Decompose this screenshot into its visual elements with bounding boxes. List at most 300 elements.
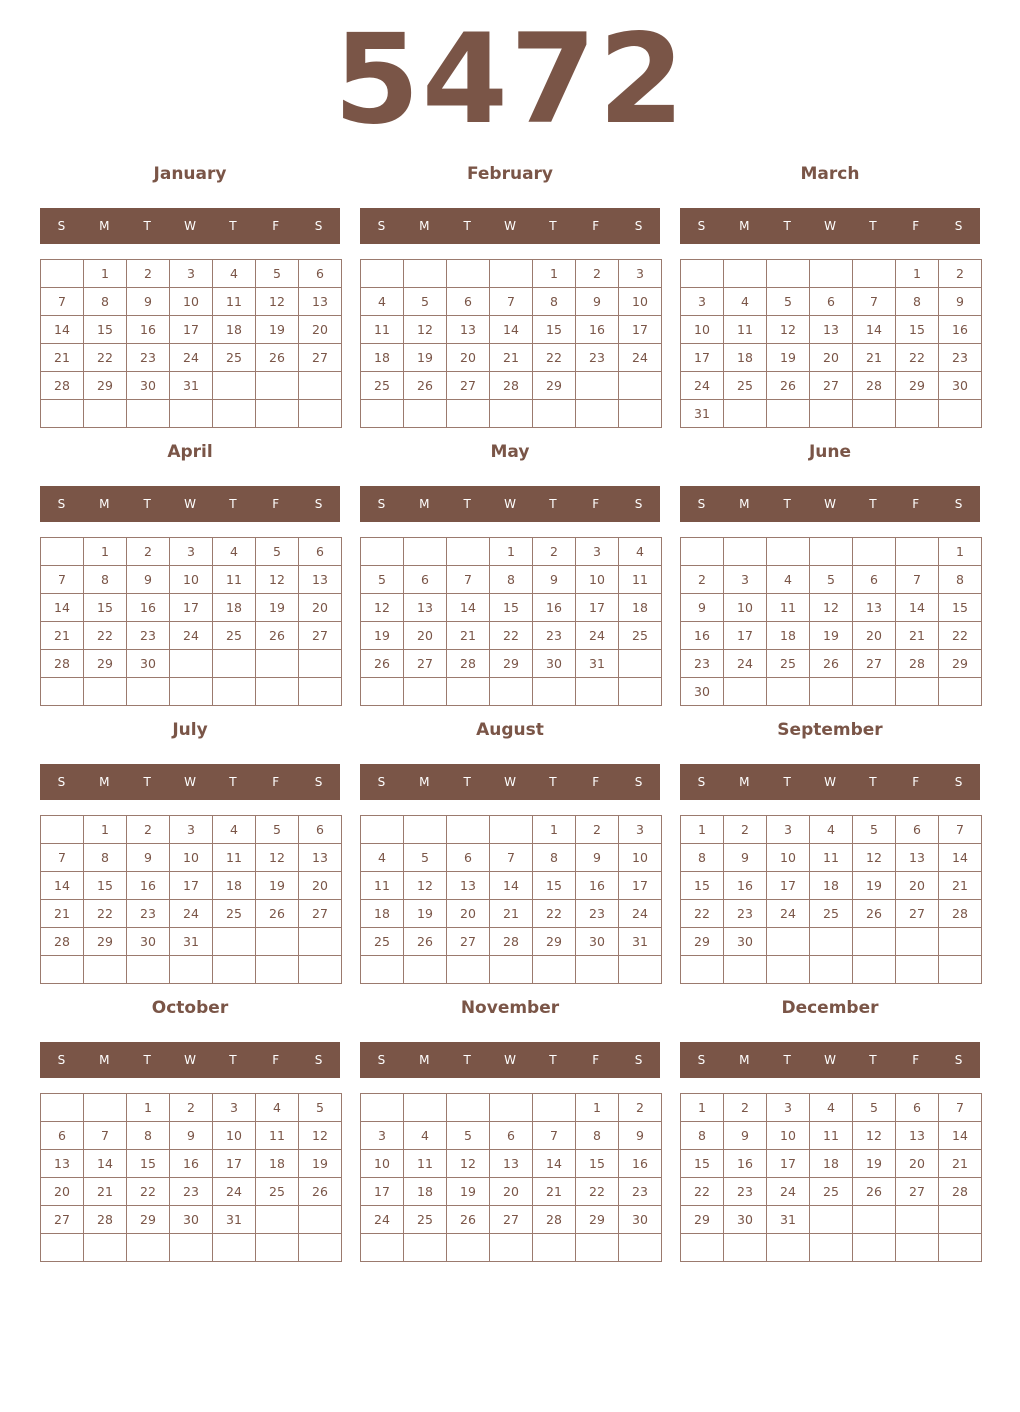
- day-cell: 25: [404, 1206, 447, 1234]
- day-cell: 6: [810, 288, 853, 316]
- day-cell: 16: [724, 1150, 767, 1178]
- day-cell: 29: [896, 372, 939, 400]
- day-cell: 18: [213, 316, 256, 344]
- day-cell: 18: [619, 594, 662, 622]
- empty-cell: [896, 928, 939, 956]
- weekday-header: [360, 486, 660, 522]
- empty-cell: [767, 956, 810, 984]
- day-cell: 7: [896, 566, 939, 594]
- day-cell: 13: [299, 844, 342, 872]
- weekday-label: W: [184, 219, 196, 233]
- day-cell: 19: [853, 872, 896, 900]
- day-cell: 6: [447, 844, 490, 872]
- day-cell: 6: [896, 1094, 939, 1122]
- day-cell: 19: [256, 872, 299, 900]
- day-cell: 5: [361, 566, 404, 594]
- day-cell: 16: [533, 594, 576, 622]
- empty-cell: [404, 538, 447, 566]
- weekday-label: T: [549, 775, 557, 789]
- day-cell: 20: [447, 900, 490, 928]
- day-cell: 8: [576, 1122, 619, 1150]
- day-cell: 9: [127, 566, 170, 594]
- day-cell: 5: [299, 1094, 342, 1122]
- empty-cell: [299, 956, 342, 984]
- day-grid: [40, 1093, 342, 1262]
- day-cell: 16: [127, 594, 170, 622]
- weekday-label: S: [377, 775, 386, 789]
- day-cell: 17: [681, 344, 724, 372]
- day-cell: 5: [810, 566, 853, 594]
- day-cell: 24: [681, 372, 724, 400]
- day-cell: 23: [127, 622, 170, 650]
- day-cell: 27: [299, 344, 342, 372]
- empty-cell: [724, 956, 767, 984]
- day-grid: [360, 1093, 662, 1262]
- day-cell: 27: [810, 372, 853, 400]
- day-cell: 5: [767, 288, 810, 316]
- weekday-label: W: [504, 775, 516, 789]
- day-cell: 31: [681, 400, 724, 428]
- empty-cell: [170, 678, 213, 706]
- day-cell: 4: [213, 538, 256, 566]
- day-cell: 17: [767, 1150, 810, 1178]
- day-cell: 12: [256, 566, 299, 594]
- empty-cell: [533, 400, 576, 428]
- day-cell: 21: [84, 1178, 127, 1206]
- weekday-label: M: [99, 497, 110, 511]
- year-title: 5472: [333, 8, 687, 152]
- empty-cell: [767, 538, 810, 566]
- day-cell: 30: [533, 650, 576, 678]
- weekday-label: M: [739, 497, 750, 511]
- day-cell: 29: [939, 650, 982, 678]
- day-cell: 6: [447, 288, 490, 316]
- day-cell: 23: [533, 622, 576, 650]
- month-name: September: [777, 720, 883, 740]
- empty-cell: [619, 400, 662, 428]
- empty-cell: [213, 400, 256, 428]
- day-cell: 2: [681, 566, 724, 594]
- empty-cell: [896, 1234, 939, 1262]
- weekday-label: W: [184, 1053, 196, 1067]
- day-cell: 30: [576, 928, 619, 956]
- day-grid: [360, 259, 662, 428]
- day-cell: 21: [490, 900, 533, 928]
- weekday-label: S: [57, 775, 66, 789]
- day-cell: 18: [810, 1150, 853, 1178]
- day-cell: 28: [490, 928, 533, 956]
- weekday-label: T: [463, 219, 471, 233]
- empty-cell: [810, 1206, 853, 1234]
- day-cell: 14: [84, 1150, 127, 1178]
- day-cell: 26: [256, 344, 299, 372]
- day-cell: 4: [810, 816, 853, 844]
- empty-cell: [361, 1094, 404, 1122]
- day-cell: 20: [853, 622, 896, 650]
- day-cell: 22: [490, 622, 533, 650]
- day-cell: 17: [619, 316, 662, 344]
- empty-cell: [41, 538, 84, 566]
- weekday-label: S: [954, 775, 963, 789]
- day-cell: 11: [256, 1122, 299, 1150]
- day-cell: 1: [533, 260, 576, 288]
- empty-cell: [41, 260, 84, 288]
- day-cell: 16: [619, 1150, 662, 1178]
- day-cell: 9: [681, 594, 724, 622]
- day-cell: 14: [853, 316, 896, 344]
- empty-cell: [724, 538, 767, 566]
- empty-cell: [447, 816, 490, 844]
- empty-cell: [810, 260, 853, 288]
- weekday-label: T: [549, 219, 557, 233]
- day-cell: 13: [447, 316, 490, 344]
- empty-cell: [896, 538, 939, 566]
- day-cell: 11: [361, 316, 404, 344]
- month-name: June: [808, 442, 852, 462]
- day-cell: 28: [84, 1206, 127, 1234]
- empty-cell: [404, 816, 447, 844]
- day-cell: 15: [84, 594, 127, 622]
- day-cell: 21: [41, 900, 84, 928]
- weekday-header: [40, 1042, 340, 1078]
- day-cell: 30: [619, 1206, 662, 1234]
- day-cell: 12: [299, 1122, 342, 1150]
- empty-cell: [681, 956, 724, 984]
- weekday-label: T: [869, 219, 877, 233]
- empty-cell: [404, 1234, 447, 1262]
- day-cell: 6: [41, 1122, 84, 1150]
- day-cell: 11: [213, 288, 256, 316]
- empty-cell: [41, 1234, 84, 1262]
- empty-cell: [619, 372, 662, 400]
- day-cell: 25: [810, 900, 853, 928]
- empty-cell: [853, 678, 896, 706]
- day-cell: 8: [127, 1122, 170, 1150]
- weekday-label: W: [184, 497, 196, 511]
- weekday-label: T: [783, 497, 791, 511]
- day-cell: 14: [41, 594, 84, 622]
- day-cell: 27: [41, 1206, 84, 1234]
- day-cell: 28: [41, 372, 84, 400]
- empty-cell: [810, 538, 853, 566]
- day-cell: 14: [939, 844, 982, 872]
- day-cell: 25: [256, 1178, 299, 1206]
- day-cell: 22: [576, 1178, 619, 1206]
- empty-cell: [299, 1206, 342, 1234]
- day-grid: [40, 815, 342, 984]
- day-cell: 10: [576, 566, 619, 594]
- day-cell: 26: [810, 650, 853, 678]
- day-cell: 27: [896, 1178, 939, 1206]
- weekday-label: S: [57, 1053, 66, 1067]
- day-cell: 22: [127, 1178, 170, 1206]
- empty-cell: [361, 400, 404, 428]
- day-cell: 23: [619, 1178, 662, 1206]
- day-cell: 2: [576, 260, 619, 288]
- day-cell: 11: [361, 872, 404, 900]
- day-cell: 4: [256, 1094, 299, 1122]
- day-cell: 5: [404, 288, 447, 316]
- day-cell: 14: [533, 1150, 576, 1178]
- day-cell: 28: [533, 1206, 576, 1234]
- day-cell: 29: [533, 372, 576, 400]
- empty-cell: [256, 956, 299, 984]
- day-cell: 29: [84, 650, 127, 678]
- day-cell: 18: [724, 344, 767, 372]
- empty-cell: [84, 678, 127, 706]
- day-cell: 2: [619, 1094, 662, 1122]
- day-cell: 29: [533, 928, 576, 956]
- day-cell: 12: [447, 1150, 490, 1178]
- day-grid: [680, 259, 982, 428]
- day-cell: 16: [170, 1150, 213, 1178]
- day-cell: 21: [41, 344, 84, 372]
- day-cell: 2: [724, 816, 767, 844]
- day-cell: 11: [213, 566, 256, 594]
- empty-cell: [576, 400, 619, 428]
- day-cell: 9: [576, 844, 619, 872]
- day-cell: 9: [127, 844, 170, 872]
- day-cell: 9: [576, 288, 619, 316]
- day-cell: 10: [767, 844, 810, 872]
- day-cell: 22: [896, 344, 939, 372]
- empty-cell: [681, 260, 724, 288]
- empty-cell: [41, 678, 84, 706]
- day-grid: [680, 815, 982, 984]
- weekday-label: S: [634, 497, 643, 511]
- day-cell: 2: [127, 816, 170, 844]
- day-cell: 8: [84, 566, 127, 594]
- day-cell: 22: [84, 900, 127, 928]
- day-cell: 2: [576, 816, 619, 844]
- day-cell: 14: [939, 1122, 982, 1150]
- day-cell: 8: [896, 288, 939, 316]
- day-cell: 24: [170, 900, 213, 928]
- empty-cell: [127, 678, 170, 706]
- weekday-header: [680, 1042, 980, 1078]
- day-cell: 23: [127, 900, 170, 928]
- day-cell: 29: [490, 650, 533, 678]
- day-cell: 14: [490, 872, 533, 900]
- day-cell: 22: [681, 900, 724, 928]
- empty-cell: [939, 400, 982, 428]
- day-cell: 11: [724, 316, 767, 344]
- day-grid: [680, 537, 982, 706]
- weekday-label: T: [869, 1053, 877, 1067]
- weekday-label: M: [419, 1053, 430, 1067]
- month-name: January: [153, 164, 227, 184]
- day-cell: 11: [213, 844, 256, 872]
- empty-cell: [853, 400, 896, 428]
- weekday-label: T: [143, 1053, 151, 1067]
- weekday-label: S: [697, 497, 706, 511]
- day-cell: 2: [170, 1094, 213, 1122]
- day-cell: 3: [361, 1122, 404, 1150]
- day-cell: 11: [619, 566, 662, 594]
- day-cell: 9: [939, 288, 982, 316]
- day-cell: 7: [939, 816, 982, 844]
- weekday-label: S: [634, 219, 643, 233]
- empty-cell: [170, 400, 213, 428]
- empty-cell: [361, 956, 404, 984]
- empty-cell: [896, 1206, 939, 1234]
- day-cell: 3: [170, 816, 213, 844]
- day-cell: 27: [853, 650, 896, 678]
- day-cell: 1: [576, 1094, 619, 1122]
- empty-cell: [767, 1234, 810, 1262]
- day-cell: 25: [213, 622, 256, 650]
- day-cell: 22: [533, 900, 576, 928]
- day-cell: 18: [213, 594, 256, 622]
- day-cell: 22: [533, 344, 576, 372]
- day-cell: 4: [724, 288, 767, 316]
- empty-cell: [84, 1234, 127, 1262]
- empty-cell: [724, 260, 767, 288]
- day-cell: 21: [939, 1150, 982, 1178]
- weekday-label: W: [824, 1053, 836, 1067]
- day-cell: 10: [724, 594, 767, 622]
- day-cell: 9: [619, 1122, 662, 1150]
- day-cell: 24: [767, 900, 810, 928]
- day-cell: 25: [619, 622, 662, 650]
- day-cell: 16: [576, 316, 619, 344]
- day-cell: 16: [127, 316, 170, 344]
- day-cell: 21: [490, 344, 533, 372]
- empty-cell: [853, 956, 896, 984]
- day-cell: 25: [213, 900, 256, 928]
- empty-cell: [127, 956, 170, 984]
- day-cell: 27: [896, 900, 939, 928]
- day-cell: 28: [41, 650, 84, 678]
- weekday-label: F: [592, 219, 600, 233]
- day-cell: 16: [724, 872, 767, 900]
- empty-cell: [447, 260, 490, 288]
- empty-cell: [404, 400, 447, 428]
- day-grid: [40, 537, 342, 706]
- day-cell: 30: [127, 372, 170, 400]
- weekday-label: F: [912, 1053, 920, 1067]
- day-cell: 10: [619, 288, 662, 316]
- day-cell: 19: [256, 316, 299, 344]
- empty-cell: [41, 1094, 84, 1122]
- weekday-label: F: [592, 775, 600, 789]
- day-cell: 20: [299, 316, 342, 344]
- empty-cell: [853, 1234, 896, 1262]
- empty-cell: [853, 260, 896, 288]
- day-cell: 30: [724, 928, 767, 956]
- weekday-label: T: [463, 775, 471, 789]
- empty-cell: [939, 1206, 982, 1234]
- empty-cell: [84, 1094, 127, 1122]
- day-cell: 5: [256, 816, 299, 844]
- day-cell: 28: [939, 900, 982, 928]
- empty-cell: [490, 1094, 533, 1122]
- weekday-label: M: [739, 1053, 750, 1067]
- empty-cell: [213, 372, 256, 400]
- day-cell: 30: [939, 372, 982, 400]
- day-cell: 4: [810, 1094, 853, 1122]
- weekday-label: S: [697, 219, 706, 233]
- day-cell: 18: [810, 872, 853, 900]
- empty-cell: [724, 400, 767, 428]
- day-cell: 6: [404, 566, 447, 594]
- weekday-label: T: [549, 1053, 557, 1067]
- day-cell: 31: [170, 928, 213, 956]
- day-cell: 25: [767, 650, 810, 678]
- weekday-label: S: [57, 497, 66, 511]
- empty-cell: [810, 678, 853, 706]
- weekday-label: T: [229, 497, 237, 511]
- empty-cell: [256, 1234, 299, 1262]
- day-cell: 20: [404, 622, 447, 650]
- weekday-label: T: [783, 1053, 791, 1067]
- day-cell: 17: [170, 316, 213, 344]
- empty-cell: [767, 928, 810, 956]
- weekday-label: W: [504, 219, 516, 233]
- weekday-header: [360, 208, 660, 244]
- month-name: August: [476, 720, 544, 740]
- day-cell: 25: [213, 344, 256, 372]
- day-cell: 1: [681, 1094, 724, 1122]
- weekday-label: W: [504, 497, 516, 511]
- day-cell: 3: [619, 260, 662, 288]
- day-cell: 24: [576, 622, 619, 650]
- day-cell: 11: [404, 1150, 447, 1178]
- weekday-header: [40, 208, 340, 244]
- day-cell: 19: [767, 344, 810, 372]
- day-cell: 17: [619, 872, 662, 900]
- day-cell: 7: [533, 1122, 576, 1150]
- day-cell: 26: [256, 900, 299, 928]
- day-cell: 29: [84, 372, 127, 400]
- empty-cell: [939, 928, 982, 956]
- day-cell: 22: [84, 622, 127, 650]
- day-cell: 23: [724, 900, 767, 928]
- day-cell: 16: [127, 872, 170, 900]
- day-cell: 31: [619, 928, 662, 956]
- weekday-header: [360, 1042, 660, 1078]
- day-cell: 5: [256, 260, 299, 288]
- weekday-label: F: [272, 775, 280, 789]
- day-cell: 29: [681, 1206, 724, 1234]
- month-name: November: [460, 998, 560, 1018]
- day-cell: 19: [447, 1178, 490, 1206]
- empty-cell: [256, 928, 299, 956]
- day-cell: 28: [490, 372, 533, 400]
- day-cell: 15: [533, 316, 576, 344]
- day-cell: 2: [939, 260, 982, 288]
- day-cell: 26: [853, 1178, 896, 1206]
- empty-cell: [619, 1234, 662, 1262]
- day-cell: 20: [41, 1178, 84, 1206]
- day-cell: 16: [681, 622, 724, 650]
- empty-cell: [299, 928, 342, 956]
- empty-cell: [490, 678, 533, 706]
- day-cell: 15: [127, 1150, 170, 1178]
- day-cell: 12: [361, 594, 404, 622]
- empty-cell: [576, 1234, 619, 1262]
- day-cell: 20: [896, 872, 939, 900]
- day-cell: 4: [404, 1122, 447, 1150]
- day-cell: 27: [299, 622, 342, 650]
- weekday-header: [680, 764, 980, 800]
- empty-cell: [724, 1234, 767, 1262]
- day-cell: 24: [170, 344, 213, 372]
- day-cell: 17: [170, 872, 213, 900]
- day-cell: 4: [213, 260, 256, 288]
- empty-cell: [853, 928, 896, 956]
- day-cell: 5: [853, 816, 896, 844]
